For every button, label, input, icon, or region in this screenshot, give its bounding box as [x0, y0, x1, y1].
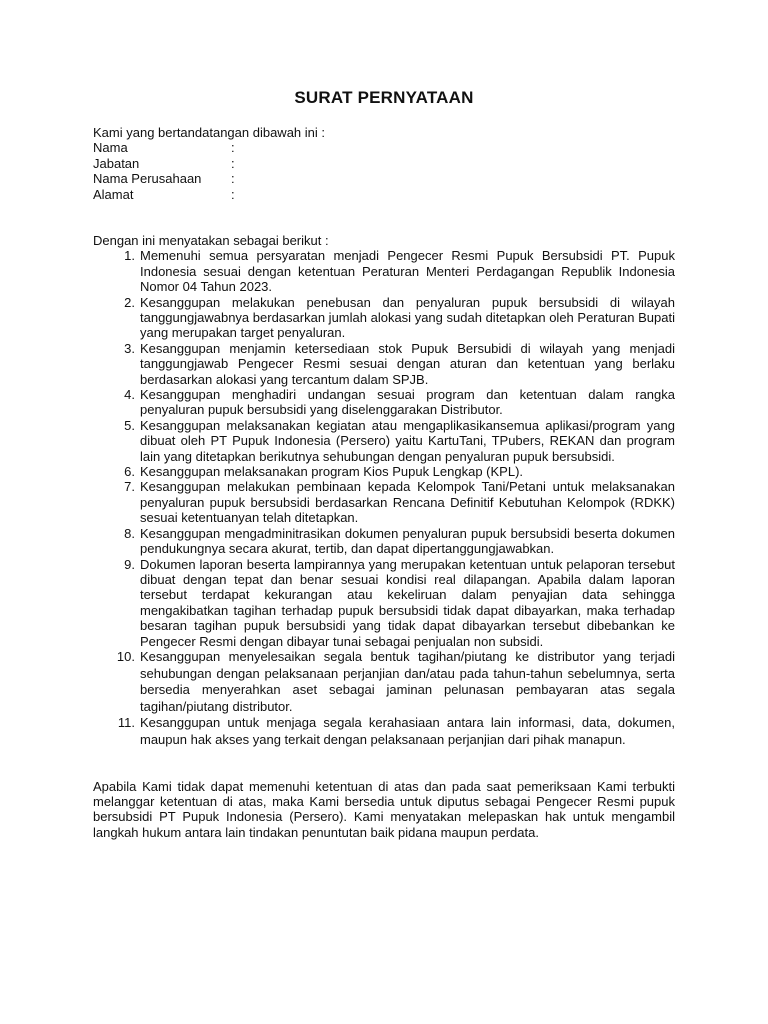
item-text: Kesanggupan melaksanakan program Kios Pupuk Lengkap (KPL).	[140, 464, 524, 480]
item-number: 7.	[124, 479, 135, 495]
field-row-jabatan	[93, 156, 675, 171]
field-label: Jabatan	[93, 155, 140, 171]
statement-lead: Dengan ini menyatakan sebagai berikut :	[93, 232, 329, 248]
item-text: Kesanggupan untuk menjaga segala kerahasiaan antara lain informasi, data, dokumen, maupun hak akses yang terkait dengan pelaksanaan perjanjian dari pihak manapun.	[140, 715, 675, 747]
section-spacer	[93, 749, 675, 779]
field-colon: :	[231, 140, 235, 156]
list-item	[93, 479, 675, 525]
section-spacer	[93, 202, 675, 233]
item-number: 3.	[124, 340, 135, 356]
document-page	[93, 88, 675, 840]
item-text: Dokumen laporan beserta lampirannya yang merupakan ketentuan untuk pelaporan tersebut dibuat dengan tepat dan benar sesuai kondisi real dilapangan. Apabila dalam laporan tersebut terdapat kekurangan atau kekeliruan dalam penyajian data sehingga mengakibatkan tagihan terhadap pupuk bersubsidi tidak dapat dibayarkan, maka terhadap besaran tagihan pupuk bersubsidi yang tidak dapat dibayarkan tersebut dibebankan ke Pengecer Resmi dengan dibayar tunai sebagai penjualan non subsidi.	[140, 556, 675, 649]
list-item	[93, 526, 675, 557]
list-item	[93, 295, 675, 341]
list-item	[93, 387, 675, 418]
item-number: 1.	[124, 248, 135, 264]
item-text: Kesanggupan menghadiri undangan sesuai program dan ketentuan dalam rangka penyaluran pupuk bersubsidi yang diselenggarakan Distributor.	[140, 387, 675, 418]
field-label: Nama	[93, 140, 128, 156]
item-number: 5.	[124, 417, 135, 433]
item-number: 6.	[124, 464, 135, 480]
item-text: Kesanggupan menyelesaikan segala bentuk tagihan/piutang ke distributor yang terjadi sehubungan dengan pelaksanaan perjanjian dan/atau pada tahun-tahun sebelumnya, serta bersedia menyerahkan aset sebagai jaminan pelunasan pembayaran atas segala tagihan/piutang distributor.	[140, 648, 675, 714]
item-text: Kesanggupan melaksanakan kegiatan atau mengaplikasikansemua aplikasi/program yang dibuat oleh PT Pupuk Indonesia (Persero) yaitu KartuTani, TPubers, REKAN dan program lain yang ditetapkan berikutnya sehubungan dengan penyaluran pupuk bersubsidi.	[140, 417, 675, 464]
item-number: 11.	[117, 715, 135, 731]
list-item	[93, 341, 675, 387]
intro-line: Kami yang bertandatangan dibawah ini :	[93, 125, 325, 140]
list-item	[93, 715, 675, 748]
document-title: SURAT PERNYATAAN	[294, 88, 474, 107]
field-row-nama	[93, 140, 675, 155]
item-text: Kesanggupan melakukan pembinaan kepada Kelompok Tani/Petani untuk melaksanakan penyaluran pupuk bersubsidi berdasarkan Rencana Definitif Kebutuhan Kelompok (RDKK) sesuai ketentuanyan telah ditetapkan.	[140, 479, 675, 526]
item-number: 2.	[124, 294, 135, 310]
list-item	[93, 649, 675, 715]
list-item	[93, 464, 675, 479]
field-label: Nama Perusahaan	[93, 171, 202, 187]
field-row-alamat	[93, 187, 675, 202]
statement-list	[93, 248, 675, 748]
item-number: 4.	[124, 387, 135, 403]
item-text: Memenuhi semua persyaratan menjadi Pengecer Resmi Pupuk Bersubsidi PT. Pupuk Indonesia sesuai dengan ketentuan Peraturan Menteri Perdagangan Republik Indonesia Nomor 04 Tahun 2023.	[140, 248, 675, 295]
field-colon: :	[231, 186, 235, 202]
identity-fields	[93, 140, 675, 202]
item-number: 10.	[116, 648, 135, 664]
item-number: 8.	[124, 525, 135, 541]
field-row-nama-perusahaan	[93, 171, 675, 186]
field-colon: :	[231, 155, 235, 171]
closing-paragraph: Apabila Kami tidak dapat memenuhi ketentuan di atas dan pada saat pemeriksaan Kami terbukti melanggar ketentuan di atas, maka Kami bersedia untuk diputus sebagai Pengecer Resmi pupuk bersubsidi PT Pupuk Indonesia (Persero). Kami menyatakan melepaskan hak untuk mengambil langkah hukum antara lain tindakan penuntutan baik pidana maupun perdata.	[93, 778, 675, 840]
item-number: 9.	[124, 556, 135, 572]
item-text: Kesanggupan menjamin ketersediaan stok Pupuk Bersubidi di wilayah yang menjadi tanggungjawab Pengecer Resmi sesuai dengan aturan dan ketentuan yang berlaku berdasarkan alokasi yang tercantum dalam SPJB.	[140, 340, 675, 387]
list-item	[93, 248, 675, 294]
list-item	[93, 418, 675, 464]
field-colon: :	[231, 171, 235, 187]
item-text: Kesanggupan melakukan penebusan dan penyaluran pupuk bersubsidi di wilayah tanggungjawabnya berdasarkan jumlah alokasi yang sudah ditetapkan oleh Peraturan Bupati yang merupakan target penyaluran.	[140, 294, 675, 341]
item-text: Kesanggupan mengadminitrasikan dokumen penyaluran pupuk bersubsidi beserta dokumen pendukungnya secara akurat, tertib, dan dapat dipertanggungjawabkan.	[140, 525, 675, 557]
field-label: Alamat	[93, 186, 134, 202]
list-item	[93, 557, 675, 649]
